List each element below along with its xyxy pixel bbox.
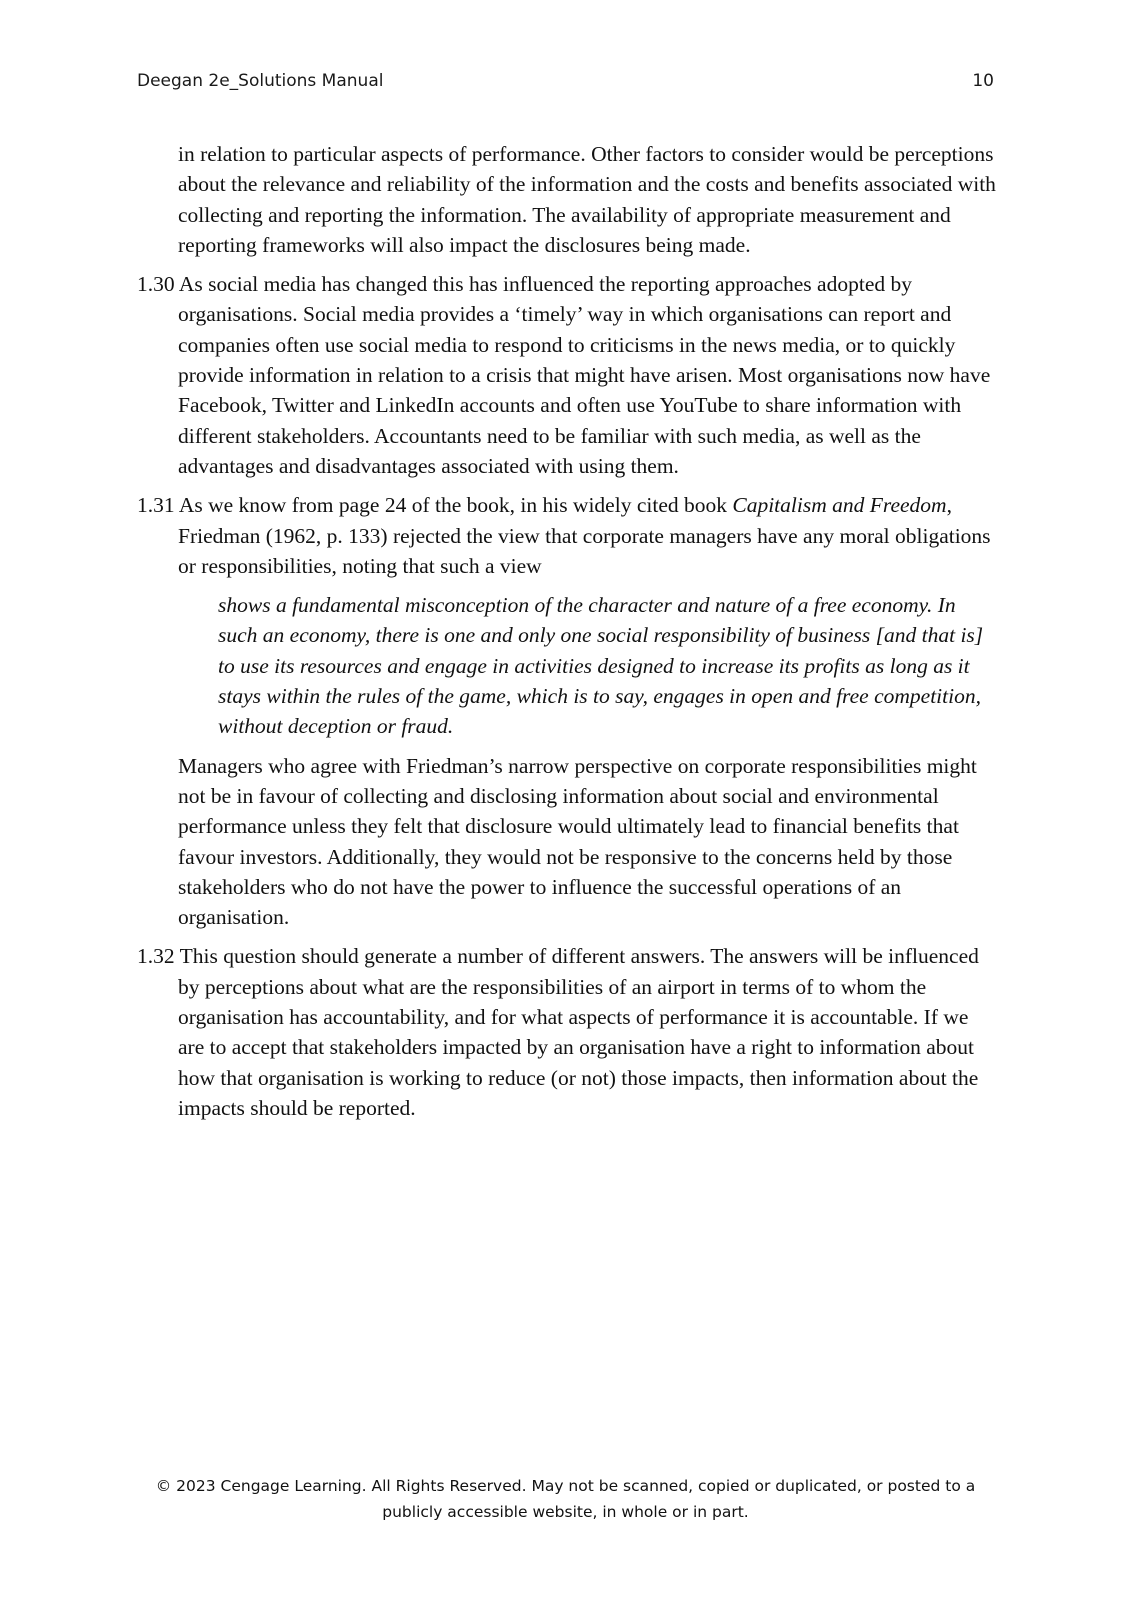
answer-text: As we know from page 24 of the book, in his widely cited book [178,493,727,518]
answer-number: 1.32 [137,944,175,969]
answer-1-31 [137,490,999,581]
page-body [137,139,999,1132]
page-header [137,68,994,94]
answer-number: 1.30 [137,272,175,297]
answer-text-continued: , Friedman (1962, p. 133) rejected the view that corporate managers have any moral obligations or responsibilities, noting that such a view [178,493,991,578]
answer-text: As social media has changed this has influenced the reporting approaches adopted by organisations. Social media provides a ‘timely’ way in which organisations can report and companies often use social media to respond to criticisms in the news media, or to quickly provide information in relation to a crisis that might have arisen. Most organisations now have Facebook, Twitter and LinkedIn accounts and often use YouTube to share information with different stakeholders. Accountants need to be familiar with such media, as well as the advantages and disadvantages associated with using them. [178,272,991,478]
page-number: 10 [972,71,994,91]
copyright-line-2: publicly accessible website, in whole or in part. [382,1503,749,1521]
answer-number: 1.31 [137,493,175,518]
document-title: Deegan 2e_Solutions Manual [137,71,384,91]
answer-1-32 [137,941,999,1123]
book-title: Capitalism and Freedom [732,493,947,518]
friedman-quote: shows a fundamental misconception of the character and nature of a free economy. In such an economy, there is one and only one social responsibility of business [and that is] to use its resources and engage in activities designed to increase its profits as long as it stays within the rules of the game, which is to say, engages in open and free competition, without deception or fraud. [218,593,984,739]
page-footer [100,1473,1031,1525]
copyright-line-1: © 2023 Cengage Learning. All Rights Reserved. May not be scanned, copied or duplicated, or posted to a [155,1477,976,1495]
answer-text: This question should generate a number of different answers. The answers will be influenced by perceptions about what are the responsibilities of an airport in terms of to whom the organisation has accountability, and for what aspects of performance it is accountable. If we are to accept that stakeholders impacted by an organisation have a right to information about how that organisation is working to reduce (or not) those impacts, then information about the impacts should be reported. [178,944,979,1120]
answer-1-30 [137,269,999,481]
answer-1-31-follow-up: Managers who agree with Friedman’s narrow perspective on corporate responsibilities might not be in favour of collecting and disclosing information about social and environmental performance unless they felt that disclosure would ultimately lead to financial benefits that favour investors. Additionally, they would not be responsive to the concerns held by those stakeholders who do not have the power to influence the successful operations of an organisation. [178,753,977,930]
continued-paragraph: in relation to particular aspects of performance. Other factors to consider would be perceptions about the relevance and reliability of the information and the costs and benefits associated with collecting and reporting the information. The availability of appropriate measurement and reporting frameworks will also impact the disclosures being made. [178,142,996,257]
